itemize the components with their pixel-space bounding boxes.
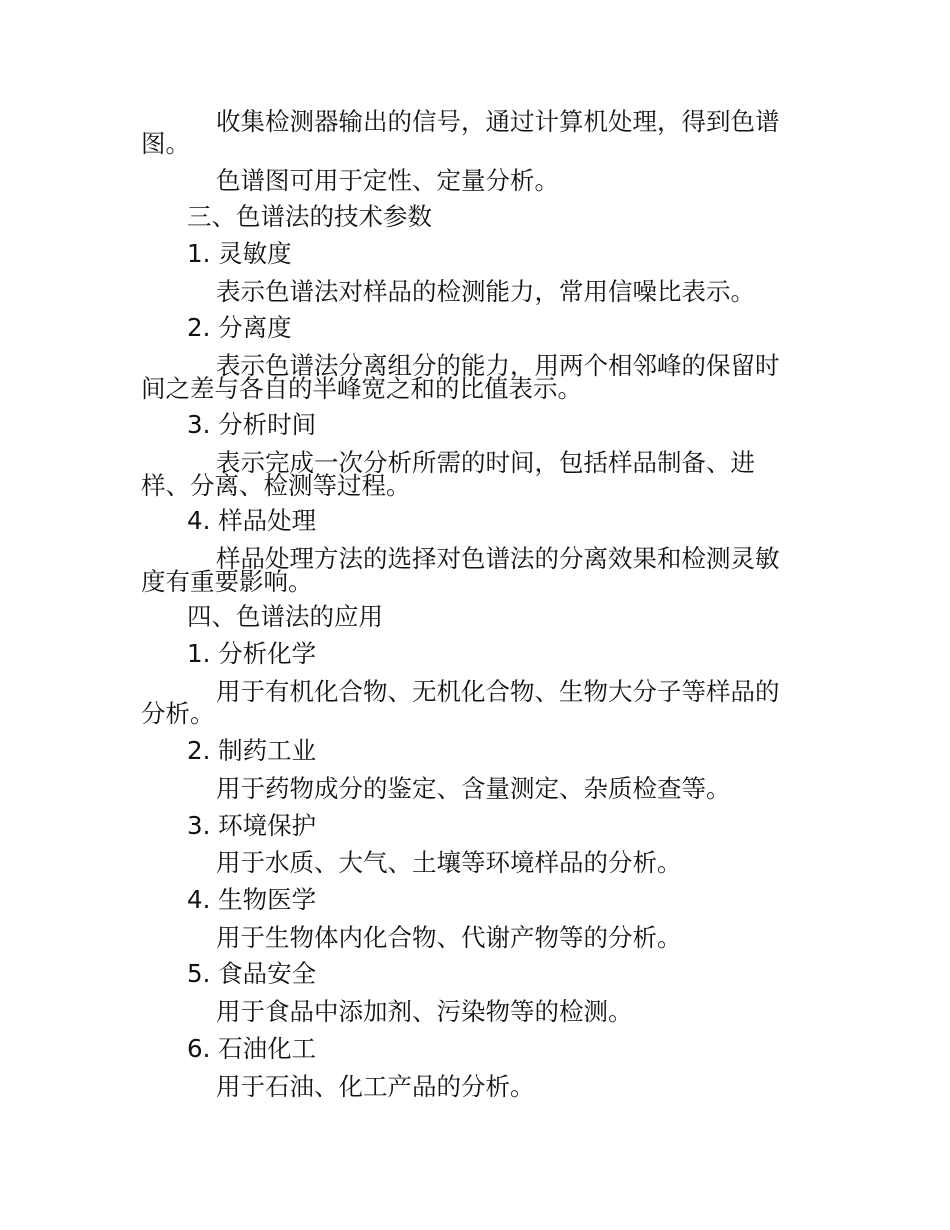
paragraph-continuation: 图。 [141,129,190,158]
paragraph-line: 用于有机化合物、无机化合物、生物大分子等样品的 [216,677,780,706]
subsection-heading: 3. 分析时间 [187,410,317,439]
subsection-heading: 2. 分离度 [187,313,292,342]
paragraph-line: 用于水质、大气、土壤等环境样品的分析。 [216,848,682,877]
paragraph-continuation: 分析。 [141,699,215,728]
subsection-heading: 5. 食品安全 [187,959,317,988]
paragraph-continuation: 间之差与各自的半峰宽之和的比值表示。 [141,374,582,403]
section-heading: 四、色谱法的应用 [187,602,383,631]
paragraph-line: 表示完成一次分析所需的时间，包括样品制备、进 [216,448,755,477]
paragraph-continuation: 样、分离、检测等过程。 [141,471,411,500]
paragraph-line: 用于生物体内化合物、代谢产物等的分析。 [216,923,682,952]
subsection-heading: 4. 生物医学 [187,885,317,914]
paragraph-line: 用于石油、化工产品的分析。 [216,1072,535,1101]
paragraph-line: 表示色谱法对样品的检测能力，常用信噪比表示。 [216,277,755,306]
section-heading: 三、色谱法的技术参数 [187,202,432,231]
subsection-heading: 1. 分析化学 [187,639,317,668]
subsection-heading: 1. 灵敏度 [187,239,292,268]
paragraph-line: 用于药物成分的鉴定、含量测定、杂质检查等。 [216,774,731,803]
subsection-heading: 6. 石油化工 [187,1034,317,1063]
paragraph-line: 用于食品中添加剂、污染物等的检测。 [216,997,633,1026]
subsection-heading: 2. 制药工业 [187,736,317,765]
subsection-heading: 3. 环境保护 [187,811,317,840]
paragraph-line: 表示色谱法分离组分的能力，用两个相邻峰的保留时 [216,351,780,380]
subsection-heading: 4. 样品处理 [187,506,317,535]
paragraph-line: 收集检测器输出的信号，通过计算机处理，得到色谱 [216,107,780,136]
paragraph-line: 色谱图可用于定性、定量分析。 [216,166,559,195]
paragraph-continuation: 度有重要影响。 [141,567,313,596]
paragraph-line: 样品处理方法的选择对色谱法的分离效果和检测灵敏 [216,544,780,573]
